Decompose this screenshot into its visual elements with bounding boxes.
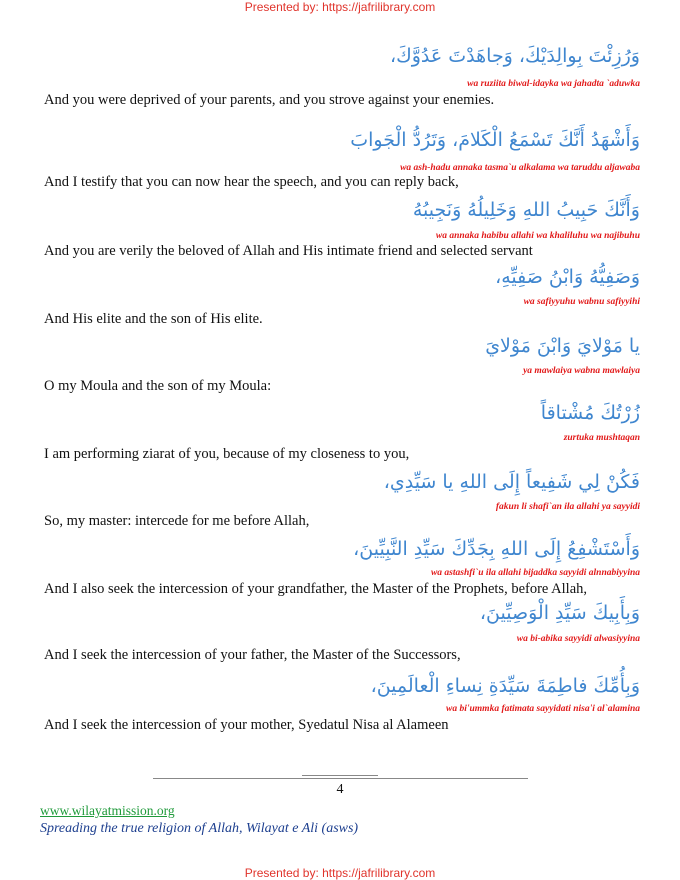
transliteration-text: wa ruziita biwal-idayka wa jahadta `aduwka	[467, 79, 640, 89]
arabic-text: وَصَفِيُّهُ وَابْنُ صَفِيِّهِ،	[495, 266, 640, 288]
english-translation: O my Moula and the son of my Moula:	[44, 378, 272, 394]
presented-by-footer[interactable]: Presented by: https://jafrilibrary.com	[244, 866, 436, 880]
arabic-text: يا مَوْلايَ وَابْنَ مَوْلايَ	[485, 335, 640, 357]
arabic-text: وَبِأَبِيكَ سَيِّدِ الْوَصِيِّينَ،	[479, 602, 640, 624]
page-number: 4	[336, 782, 344, 797]
website-link[interactable]: www.wilayatmission.org	[40, 803, 175, 818]
transliteration-text: wa safiyyuhu wabnu safiyyihi	[523, 297, 640, 307]
transliteration-text: zurtuka mushtaqan	[563, 433, 640, 443]
presented-by-header[interactable]: Presented by: https://jafrilibrary.com	[244, 0, 436, 14]
english-translation: And I testify that you can now hear the speech, and you can reply back,	[44, 174, 459, 190]
transliteration-text: wa annaka habibu allahi wa khaliluhu wa najibuhu	[435, 231, 640, 241]
arabic-text: زُرْتُكَ مُشْتاقاً	[540, 402, 640, 424]
arabic-text: وَبِأُمِّكَ فاطِمَةَ سَيِّدَةِ نِساءِ الْعالَمِينَ،	[370, 675, 640, 697]
english-translation: And you are verily the beloved of Allah and His intimate friend and selected servant	[44, 243, 533, 259]
english-translation: And I seek the intercession of your father, the Master of the Successors,	[44, 647, 461, 663]
arabic-text: وَأَشْهَدُ أَنَّكَ تَسْمَعُ الْكَلامَ، وَتَرُدُّ الْجَوابَ	[350, 129, 640, 151]
transliteration-text: wa astashfi`u ila allahi bijaddka sayyidi alnnabiyyina	[430, 568, 640, 578]
transliteration-text: wa ash-hadu annaka tasma`u alkalama wa taruddu aljawaba	[400, 163, 640, 173]
footer-divider	[153, 778, 528, 779]
transliteration-text: wa bi'ummka fatimata sayyidati nisa'i al`alamina	[446, 704, 640, 714]
arabic-text: وَرُزِئْتَ بِوالِدَيْكَ، وَجاهَدْتَ عَدُوَّكَ،	[389, 45, 640, 67]
arabic-text: فَكُنْ لِي شَفِيعاً إِلَى اللهِ يا سَيِّدِي،	[383, 471, 640, 493]
transliteration-text: wa bi-abika sayyidi alwasiyyina	[516, 634, 640, 644]
english-translation: And I seek the intercession of your mother, Syedatul Nisa al Alameen	[44, 717, 449, 733]
english-translation: And I also seek the intercession of your grandfather, the Master of the Prophets, before Allah,	[44, 581, 588, 597]
footer-tagline: Spreading the true religion of Allah, Wilayat e Ali (asws)	[40, 821, 359, 836]
footer-divider-short	[302, 775, 378, 776]
english-translation: And His elite and the son of His elite.	[44, 311, 263, 327]
arabic-text: وَأَسْتَشْفِعُ إِلَى اللهِ بِجَدِّكَ سَيِّدِ النَّبِيِّينَ،	[353, 538, 640, 560]
arabic-text: وَأَنَّكَ حَبِيبُ اللهِ وَخَلِيلُهُ وَنَجِيبُهُ	[412, 199, 640, 221]
transliteration-text: fakun li shafi`an ila allahi ya sayyidi	[495, 502, 640, 512]
english-translation: I am performing ziarat of you, because of my closeness to you,	[44, 446, 410, 462]
transliteration-text: ya mawlaiya wabna mawlaiya	[523, 366, 640, 376]
english-translation: And you were deprived of your parents, and you strove against your enemies.	[44, 92, 495, 108]
english-translation: So, my master: intercede for me before Allah,	[44, 513, 310, 529]
